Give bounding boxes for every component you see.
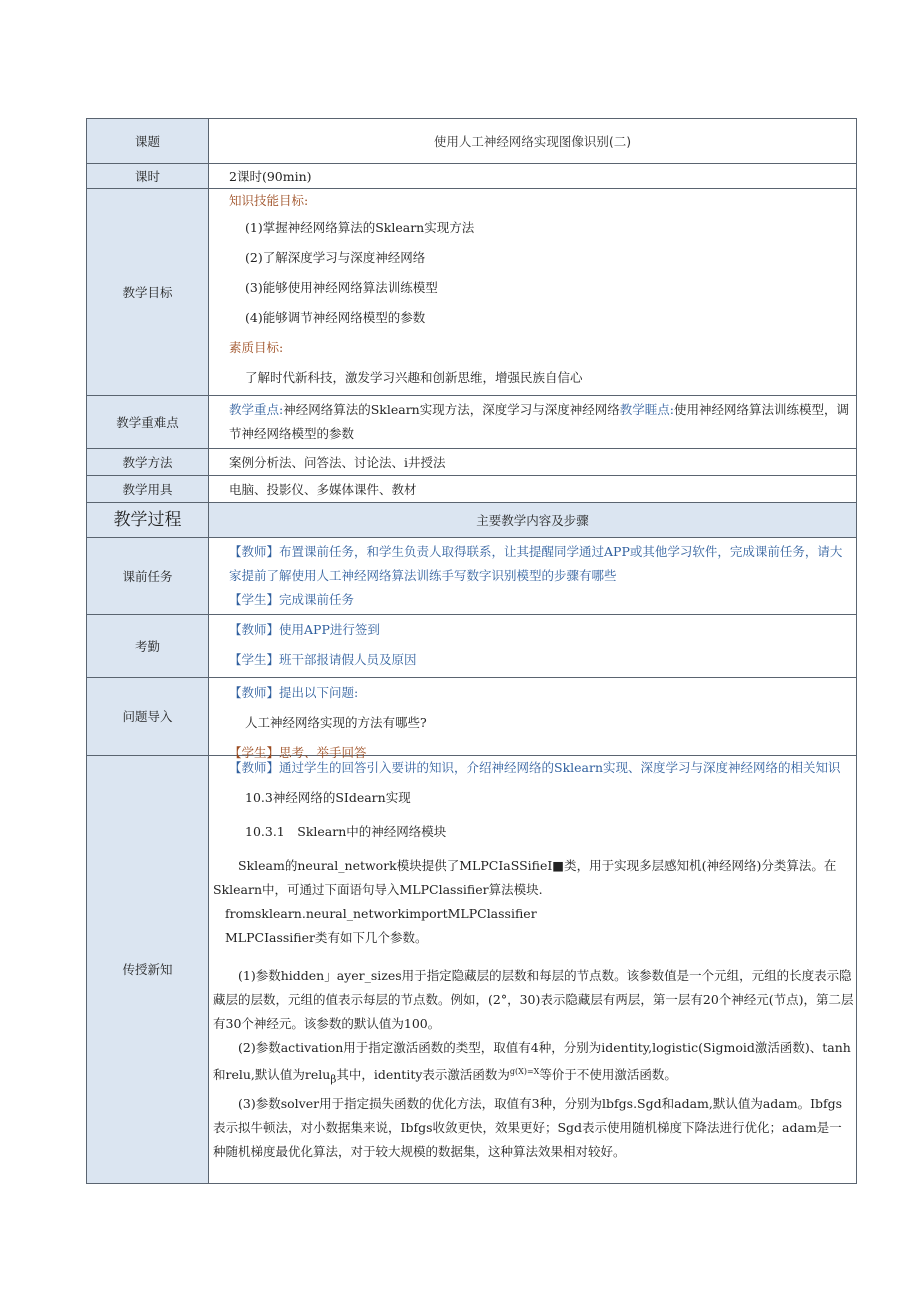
attendance-label: 考勤 bbox=[87, 615, 209, 678]
param-hidden-layer-sizes: (1)参数hidden」ayer_sizes用于指定隐藏层的层数和每层的节点数。该参数值是一个元组，元组的长度表示隐藏层的层数，元组的值表示每层的节点数。例如，(2°，30)表示隐藏层有两层，第一层有20个神经元(节点)，第二层有30个神经元。该参数的默认值为100。 bbox=[213, 968, 854, 1031]
method-label: 教学方法 bbox=[87, 449, 209, 476]
student-tag: 【学生】 bbox=[229, 652, 280, 667]
topic-label: 课题 bbox=[87, 119, 209, 164]
process-header-left: 教学过程 bbox=[87, 503, 209, 538]
process-header-right: 主要教学内容及步骤 bbox=[209, 503, 857, 538]
key-points-content bbox=[209, 396, 857, 449]
knowledge-item: (4)能够调节神经网络模型的参数 bbox=[245, 310, 426, 325]
hours-label: 课时 bbox=[87, 164, 209, 189]
teacher-tag: 【教师】 bbox=[229, 544, 280, 559]
quality-heading: 素质目标: bbox=[229, 340, 284, 355]
lesson-plan-table bbox=[86, 118, 857, 1184]
teaching-content bbox=[209, 756, 857, 1184]
knowledge-item: (2)了解深度学习与深度神经网络 bbox=[245, 250, 426, 265]
pre-class-teacher-text: 布置课前任务，和学生负责人取得联系，让其提醒同学通过APP或其他学习软件，完成课前任务，请大家提前了解使用人工神经网络算法训练手写数字识别模型的步骤有哪些 bbox=[229, 544, 843, 583]
subsection-title: 10.3.1 Sklearn中的神经网络模块 bbox=[245, 824, 447, 839]
question-content bbox=[209, 678, 857, 760]
quality-item: 了解时代新科技，激发学习兴趣和创新思维，增强民族自信心 bbox=[245, 370, 583, 385]
paragraph: MLPCIassifier类有如下几个参数。 bbox=[225, 930, 428, 945]
teacher-tag: 【教师】 bbox=[229, 622, 280, 637]
difficulty-text: 使用神经网络算法训练模型，调节神经网络模型的参数 bbox=[229, 402, 849, 441]
attendance-content bbox=[209, 615, 857, 678]
tools-label: 教学用具 bbox=[87, 476, 209, 503]
attendance-teacher-text: 使用APP进行签到 bbox=[279, 622, 380, 637]
knowledge-item: (3)能够使用神经网络算法训练模型 bbox=[245, 280, 438, 295]
method-value: 案例分析法、问答法、讨论法、i井授法 bbox=[229, 454, 446, 470]
student-tag: 【学生】 bbox=[229, 745, 280, 760]
pre-class-content bbox=[209, 538, 857, 615]
pre-class-student-text: 完成课前任务 bbox=[279, 592, 355, 607]
section-title: 10.3神经网络的SIdearn实现 bbox=[245, 790, 411, 805]
teaching-label: 传授新知 bbox=[87, 756, 209, 1184]
teacher-tag: 【教师】 bbox=[229, 685, 280, 700]
paragraph: Skleam的neural_network模块提供了MLPCIaSSifieI■类，用于实现多层感知机(神经网络)分类算法。在Sklearn中，可通过下面语句导入MLPClassifier算法模块. bbox=[213, 858, 837, 897]
question-student-text: 思考、举手回答 bbox=[279, 745, 367, 760]
question-label: 问题导入 bbox=[87, 678, 209, 756]
question-teacher-text: 提出以下问题: bbox=[279, 685, 359, 700]
teacher-tag: 【教师】 bbox=[229, 760, 280, 775]
topic-title: 使用人工神经网络实现图像识别(二) bbox=[209, 119, 857, 164]
objectives-content bbox=[209, 189, 857, 396]
code-line: fromsklearn.neural_networkimportMLPClassifier bbox=[225, 906, 537, 921]
key-points-label: 教学重难点 bbox=[87, 396, 209, 449]
student-tag: 【学生】 bbox=[229, 592, 280, 607]
formula: g(X)=X bbox=[509, 1067, 540, 1076]
question-text: 人工神经网络实现的方法有哪些? bbox=[245, 715, 427, 730]
param-solver: (3)参数solver用于指定损失函数的优化方法，取值有3种，分别为lbfgs.Sgd和adam,默认值为adam。Ibfgs表示拟牛顿法，对小数据集来说，Ibfgs收敛更快，效果更好；Sgd表示使用随机梯度下降法进行优化；adam是一种随机梯度最优化算法，对于较大规模的数据集，这种算法效果相对较好。 bbox=[213, 1095, 843, 1159]
knowledge-item: (1)掌握神经网络算法的Sklearn实现方法 bbox=[245, 220, 475, 235]
tools-value: 电脑、投影仪、多媒体课件、教材 bbox=[229, 481, 417, 497]
knowledge-heading: 知识技能目标: bbox=[229, 193, 309, 208]
hours-value: 2课时(90min) bbox=[229, 168, 312, 184]
objectives-label: 教学目标 bbox=[87, 189, 209, 396]
teaching-teacher-text: 通过学生的回答引入要讲的知识，介绍神经网络的Sklearn实现、深度学习与深度神经网络的相关知识 bbox=[279, 760, 841, 775]
key-heading: 教学重点: bbox=[229, 402, 284, 417]
key-text: 神经网络算法的Sklearn实现方法，深度学习与深度神经网络 bbox=[283, 402, 620, 417]
pre-class-label: 课前任务 bbox=[87, 538, 209, 615]
param-activation: (2)参数activation用于指定激活函数的类型，取值有4种，分别为identity,logistic(Sigmoid激活函数)、tanh和relu,默认值为relu$_\beta$其中，identity表示激活函数为$^{g(X)=X}$等价于不使用激活函数。 bbox=[213, 1040, 851, 1086]
attendance-student-text: 班干部报请假人员及原因 bbox=[279, 652, 417, 667]
difficulty-heading: 教学睚点: bbox=[619, 402, 674, 417]
